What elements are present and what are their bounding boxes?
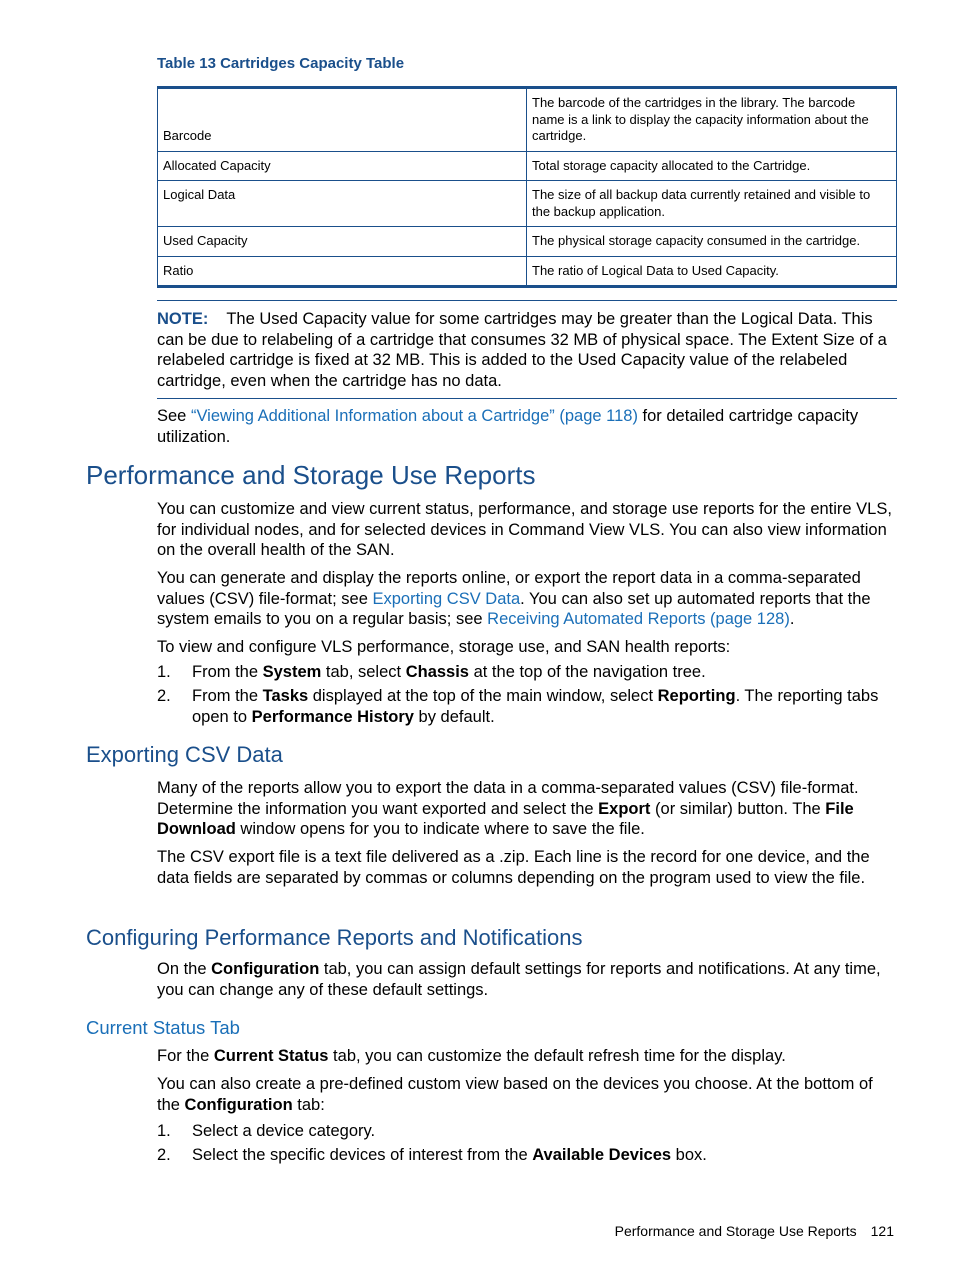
table-cell-term: Used Capacity [158,227,527,257]
configuring-heading: Configuring Performance Reports and Notifications [86,925,583,950]
table-row [158,227,897,257]
perf-p2-text-b: . You can also set up automated reports that the system emails to you on a regular basis; see [157,589,871,629]
see-pre: See [157,407,191,425]
status-paragraph-2: You can also create a pre-defined custom view based on the devices you choose. At the bottom of the Configuration tab: [157,1075,873,1114]
current-status-heading: Current Status Tab [86,1017,240,1038]
footer-title: Performance and Storage Use Reports [614,1223,857,1239]
table-cell-desc: Total storage capacity allocated to the Cartridge. [527,151,897,181]
table-cell-desc: The size of all backup data currently retained and visible to the backup application. [527,181,897,227]
config-paragraph: On the Configuration tab, you can assign default settings for reports and notifications. At any time, you can change any of these default settings. [157,960,881,999]
status-paragraph-1: For the Current Status tab, you can customize the default refresh time for the display. [157,1047,786,1065]
list-number: 2. [157,1146,171,1164]
list-text: Select the specific devices of interest from the Available Devices box. [192,1146,707,1164]
table-cell-term: Barcode [158,88,527,152]
see-paragraph [157,406,897,447]
list-text: From the Tasks displayed at the top of the main window, select Reporting. The reporting tabs open to Performance History by default. [192,687,879,726]
table-cell-desc: The physical storage capacity consumed in the cartridge. [527,227,897,257]
perf-p2-text-a: You can generate and display the reports online, or export the report data in a comma-separated values (CSV) file-format; see [157,569,861,608]
table-cell-desc: The barcode of the cartridges in the library. The barcode name is a link to display the capacity information about the cartridge. [527,88,897,152]
note-block [157,309,897,392]
table-row [158,151,897,181]
see-post: for detailed cartridge capacity utilization. [157,407,859,446]
perf-p2-text-c: . [789,610,795,629]
list-number: 1. [157,663,171,681]
exporting-csv-link[interactable]: Exporting CSV Data [372,589,521,608]
perf-paragraph-1: You can customize and view current status, performance, and storage use reports for the entire VLS, for individual nodes, and for selected devices in Command View VLS. You can also view information on the overall health of the SAN. [157,500,892,560]
viewing-info-link[interactable]: “Viewing Additional Information about a Cartridge” (page 118) [190,407,638,425]
table-row [158,88,897,152]
table-cell-term: Logical Data [158,181,527,227]
table-cell-desc: The ratio of Logical Data to Used Capacity. [527,256,897,287]
list-number: 2. [157,687,171,705]
table-cell-term: Allocated Capacity [158,151,527,181]
cartridges-capacity-table [157,86,897,288]
automated-reports-link[interactable]: Receiving Automated Reports (page 128) [487,610,790,629]
exporting-csv-heading: Exporting CSV Data [86,742,283,767]
list-text: Select a device category. [192,1122,376,1140]
performance-heading: Performance and Storage Use Reports [86,460,536,490]
note-text: The Used Capacity value for some cartridges may be greater than the Logical Data. This can be due to relabeling of a cartridge that consumes 32 MB of physical space. The Extent Size of a relabeled cartridge is fixed at 32 MB. This is added to the Used Capacity value of the relabeled cartridge, even when the cartridge has no data. [157,310,887,391]
page-footer [615,1223,894,1239]
table-row [158,181,897,227]
page-number: 121 [870,1223,894,1239]
table-cell-term: Ratio [158,256,527,287]
note-top-rule [157,300,897,301]
csv-paragraph-2: The CSV export file is a text file delivered as a .zip. Each line is the record for one device, and the data fields are separated by commas or columns depending on the program used to view the file. [157,848,870,887]
table-row [158,256,897,287]
list-number: 1. [157,1122,171,1140]
table-caption: Table 13 Cartridges Capacity Table [157,55,405,72]
note-bottom-rule [157,398,897,399]
csv-paragraph-1: Many of the reports allow you to export the data in a comma-separated values (CSV) file-format. Determine the information you want exported and select the Export (or similar) button. The File Download window opens for you to indicate where to save the file. [157,779,859,839]
list-text: From the System tab, select Chassis at the top of the navigation tree. [192,663,706,681]
perf-paragraph-2 [157,568,897,630]
perf-paragraph-3: To view and configure VLS performance, storage use, and SAN health reports: [157,638,731,656]
note-label: NOTE: [157,310,209,328]
